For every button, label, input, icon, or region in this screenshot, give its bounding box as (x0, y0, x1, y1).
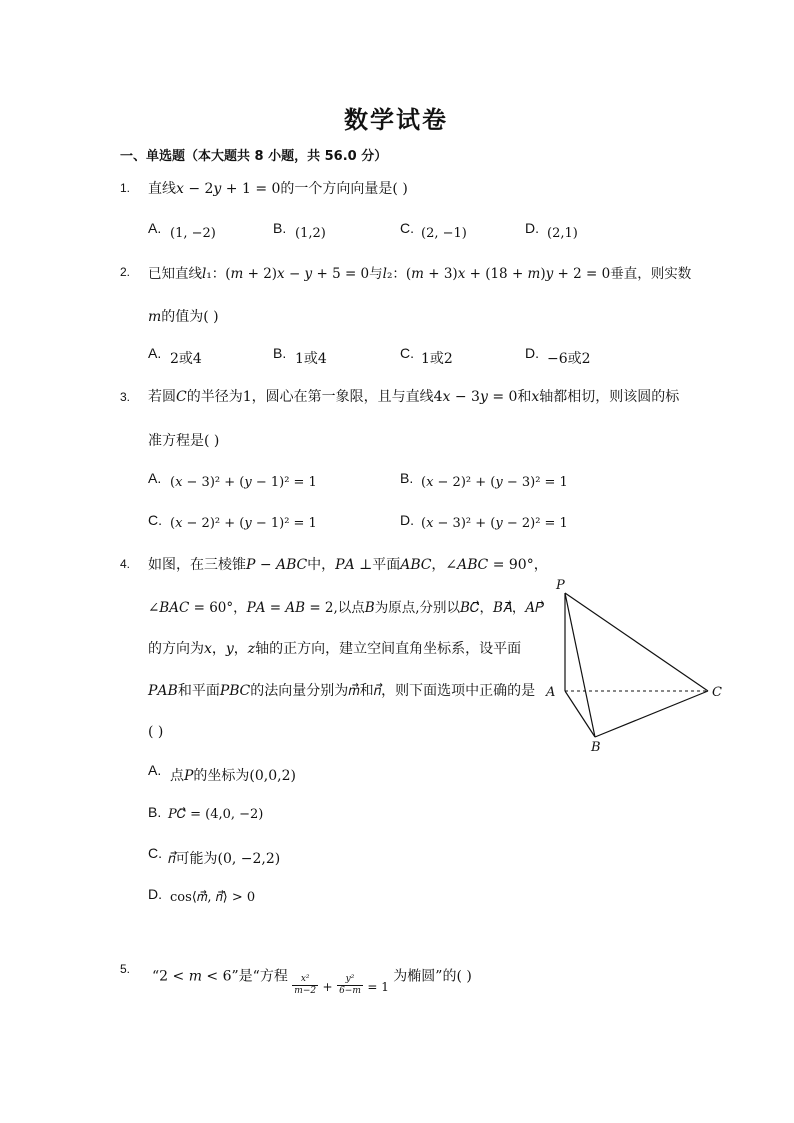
label-c: C (712, 685, 722, 700)
q1-option-c: (2, −1) (421, 226, 467, 241)
question-4-stem-line-5: ( ) (148, 724, 164, 740)
q3-option-d-label: D. (400, 512, 414, 528)
q3-option-a: (𝑥 − 3)² + (𝑦 − 1)² = 1 (170, 475, 317, 490)
question-4-stem-line-3: 的方向为𝑥，𝑦，𝑧轴的正方向，建立空间直角坐标系，设平面 (148, 641, 522, 657)
fraction-x (292, 974, 318, 997)
section-heading: 一、单选题（本大题共 8 小题，共 56.0 分） (120, 149, 388, 164)
question-5-tail: 为椭圆”的( ) (393, 968, 472, 985)
q2-option-b-label: B. (273, 345, 287, 361)
edge-pb (565, 593, 595, 737)
q1-option-b-label: B. (273, 220, 287, 236)
q4-option-c: 𝑛⃗可能为(0, −2,2) (168, 851, 281, 867)
question-4-stem-line-4: 𝑃𝐴𝐵和平面𝑃𝐵𝐶的法向量分别为𝑚⃗和𝑛⃗，则下面选项中正确的是 (148, 683, 536, 699)
q2-option-a-label: A. (148, 345, 162, 361)
q4-option-b-label: B. (148, 804, 162, 820)
q4-option-a: 点𝑃的坐标为(0,0,2) (170, 768, 296, 784)
fraction-x-den: m−2 (294, 986, 317, 996)
q4-option-b: 𝑃𝐶⃗ = (4,0, −2) (168, 807, 264, 822)
q3-option-b-label: B. (400, 470, 414, 486)
question-4-stem-line-2: ∠𝐵𝐴𝐶 = 60°，𝑃𝐴 = 𝐴𝐵 = 2,以点𝐵为原点,分别以𝐵𝐶⃗，𝐵𝐴⃗，𝐴𝑃⃗ (148, 600, 545, 616)
q2-option-c-label: C. (400, 345, 414, 361)
question-2-stem-line-1: 已知直线𝑙₁：(𝑚 + 2)𝑥 − 𝑦 + 5 = 0与𝑙₂：(𝑚 + 3)𝑥 + (18 + 𝑚)𝑦 + 2 = 0垂直，则实数 (148, 266, 692, 282)
fraction-x-num: x² (292, 974, 318, 986)
q1-option-c-label: C. (400, 220, 414, 236)
question-3-number: 3. (120, 390, 131, 404)
q4-option-a-label: A. (148, 762, 162, 778)
question-5-condition: “2 < 𝑚 < 6”是“方程 (152, 968, 288, 985)
q2-option-b: 1或4 (295, 351, 327, 367)
q1-option-a-label: A. (148, 220, 162, 236)
q1-option-a: (1, −2) (170, 226, 216, 241)
question-5-number: 5. (120, 962, 131, 976)
question-4-stem-line-1: 如图，在三棱锥𝑃 − 𝐴𝐵𝐶中，𝑃𝐴 ⊥平面𝐴𝐵𝐶，∠𝐴𝐵𝐶 = 90°， (148, 557, 548, 573)
question-5-stem (152, 956, 472, 997)
fraction-y-den: 6−m (339, 986, 361, 996)
fraction-y-num: y² (337, 974, 363, 986)
plus-sign: + (322, 979, 333, 994)
label-a: A (546, 685, 556, 700)
q4-option-d-label: D. (148, 886, 162, 902)
q1-option-b: (1,2) (295, 226, 326, 241)
pyramid-figure (540, 575, 730, 755)
q3-option-a-label: A. (148, 470, 162, 486)
question-3-stem-line-1: 若圆𝐶的半径为1，圆心在第一象限，且与直线4𝑥 − 3𝑦 = 0和𝑥轴都相切，则该圆的标 (148, 389, 680, 405)
edge-pc (565, 593, 708, 691)
label-b: B (591, 740, 601, 755)
q3-option-c: (𝑥 − 2)² + (𝑦 − 1)² = 1 (170, 516, 317, 531)
q1-option-d: (2,1) (547, 226, 578, 241)
question-2-number: 2. (120, 265, 131, 279)
question-3-stem-line-2: 准方程是( ) (148, 433, 220, 449)
question-1-stem: 直线𝑥 − 2𝑦 + 1 = 0的一个方向向量是( ) (148, 181, 408, 197)
q4-option-d: cos⟨𝑚⃗, 𝑛⃗⟩ > 0 (170, 890, 256, 905)
label-p: P (556, 578, 565, 593)
q2-option-a: 2或4 (170, 351, 202, 367)
q1-option-d-label: D. (525, 220, 539, 236)
equals-one: = 1 (367, 979, 389, 994)
q2-option-d-label: D. (525, 345, 539, 361)
question-4-number: 4. (120, 557, 131, 571)
q3-option-b: (𝑥 − 2)² + (𝑦 − 3)² = 1 (421, 475, 568, 490)
page-title: 数学试卷 (344, 106, 448, 134)
edge-bc (595, 691, 708, 737)
q3-option-c-label: C. (148, 512, 162, 528)
q3-option-d: (𝑥 − 3)² + (𝑦 − 2)² = 1 (421, 516, 568, 531)
q4-option-c-label: C. (148, 845, 162, 861)
question-1-number: 1. (120, 181, 131, 195)
fraction-y (337, 974, 363, 997)
q2-option-c: 1或2 (421, 351, 453, 367)
q2-option-d: −6或2 (547, 351, 591, 367)
question-2-stem-line-2: 𝑚的值为( ) (148, 309, 219, 325)
